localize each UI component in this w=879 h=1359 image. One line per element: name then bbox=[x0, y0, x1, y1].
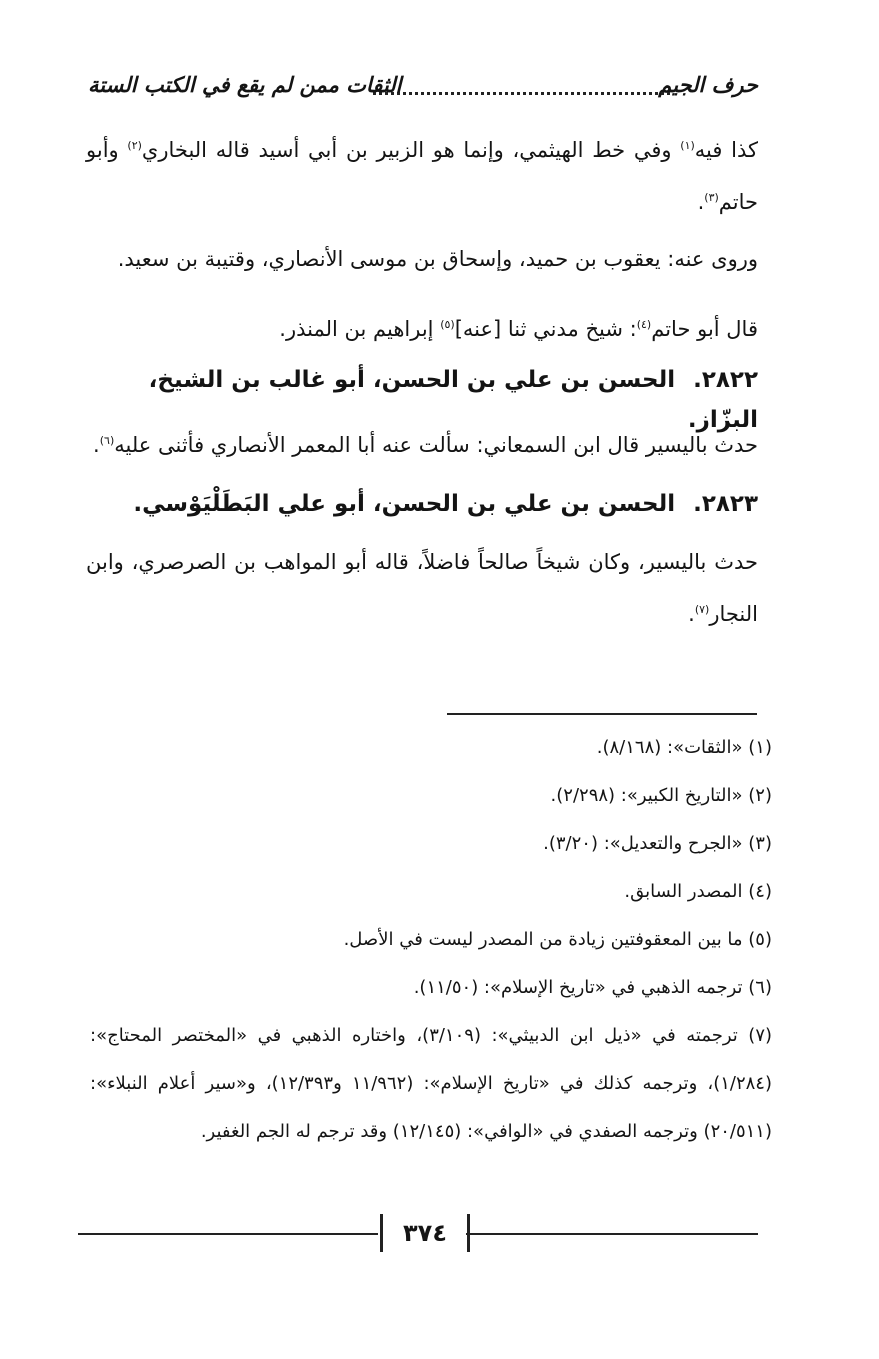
paragraph-1-text-b: وفي خط الهيثمي، وإنما هو الزبير بن أبي أسيد قاله البخاري bbox=[141, 138, 681, 162]
entry-number: ٢٨٢٣. bbox=[693, 491, 758, 517]
footnote-separator bbox=[447, 713, 757, 715]
footnote-1: (١) «الثقات»: (٨/١٦٨). bbox=[596, 737, 772, 758]
paragraph-3-text-b: : شيخ مدني ثنا [عنه] bbox=[454, 317, 637, 341]
footnote-4: (٤) المصدر السابق. bbox=[624, 881, 772, 902]
paragraph-4 bbox=[86, 417, 758, 469]
header-dot-leader bbox=[373, 76, 670, 95]
paragraph-1 bbox=[86, 122, 758, 226]
paragraph-3 bbox=[86, 301, 758, 353]
footnote-ref-6: (٦) bbox=[99, 434, 115, 447]
footnote-5: (٥) ما بين المعقوفتين زيادة من المصدر ليست في الأصل. bbox=[343, 929, 772, 950]
paragraph-5 bbox=[86, 538, 758, 638]
footnote-ref-2: (٢) bbox=[127, 139, 142, 152]
paragraph-5-text-b: . bbox=[688, 602, 695, 626]
paragraph-4-text-b: . bbox=[93, 433, 100, 457]
header-section-title: حرف الجيم bbox=[658, 72, 758, 97]
footnote-ref-4: (٤) bbox=[636, 318, 652, 331]
footnote-ref-5: (٥) bbox=[440, 318, 455, 331]
entry-name: الحسن بن علي بن الحسن، أبو علي البَطَلْيَوْسي. bbox=[133, 491, 676, 517]
footnote-2: (٢) «التاريخ الكبير»: (٢/٢٩٨). bbox=[550, 785, 772, 806]
paragraph-2-text: وروى عنه: يعقوب بن حميد، وإسحاق بن موسى الأنصاري، وقتيبة بن سعيد. bbox=[117, 247, 758, 271]
footnote-6: (٦) ترجمه الذهبي في «تاريخ الإسلام»: (١١/٥٠). bbox=[413, 977, 772, 998]
footer-rule-right bbox=[466, 1233, 758, 1235]
entry-name: الحسن بن علي بن الحسن، أبو غالب بن الشيخ، البزّاز. bbox=[148, 367, 758, 433]
footnote-7: (٧) ترجمته في «ذيل ابن الدبيثي»: (٣/١٠٩)، واختاره الذهبي في «المختصر المحتاج»: (١/٢٨٤)، وترجمه كذلك في «تاريخ الإسلام»: (١١/٩٦٢ و١٢/٣٩٣)، و«سير أعلام النبلاء»: (٢٠/٥١١) وترجمه الصفدي في «الوافي»: (١٢/١٤٥) وقد ترجم له الجم الغفير. bbox=[90, 1025, 773, 1142]
footnote-ref-7: (٧) bbox=[694, 603, 710, 616]
page-footer bbox=[78, 1214, 758, 1264]
footnote-ref-3: (٣) bbox=[704, 191, 719, 204]
footnote-ref-1: (١) bbox=[680, 139, 695, 152]
paragraph-5-text-a: حدث باليسير، وكان شيخاً صالحاً فاضلاً، قاله أبو المواهب بن الصرصري، وابن النجار bbox=[86, 550, 758, 626]
running-header bbox=[88, 72, 758, 106]
paragraph-3-text-c: إبراهيم بن المنذر. bbox=[279, 317, 441, 341]
page-number: ٣٧٤ bbox=[380, 1214, 470, 1252]
footnote-3: (٣) «الجرح والتعديل»: (٣/٢٠). bbox=[543, 833, 772, 854]
paragraph-4-text-a: حدث باليسير قال ابن السمعاني: سألت عنه أبا المعمر الأنصاري فأثنى عليه bbox=[114, 433, 758, 457]
entry-number: ٢٨٢٢. bbox=[693, 367, 758, 393]
footer-rule-left bbox=[78, 1233, 378, 1235]
header-book-title: الثقات ممن لم يقع في الكتب الستة bbox=[88, 72, 402, 97]
footnotes bbox=[90, 724, 772, 1156]
paragraph-1-text-c: وأبو حاتم bbox=[86, 138, 758, 214]
paragraph-3-text-a: قال أبو حاتم bbox=[651, 317, 758, 341]
paragraph-1-text-a: كذا فيه bbox=[694, 138, 758, 162]
paragraph-2 bbox=[86, 235, 758, 283]
entry-heading-2823 bbox=[86, 484, 758, 524]
paragraph-1-text-d: . bbox=[697, 190, 705, 214]
